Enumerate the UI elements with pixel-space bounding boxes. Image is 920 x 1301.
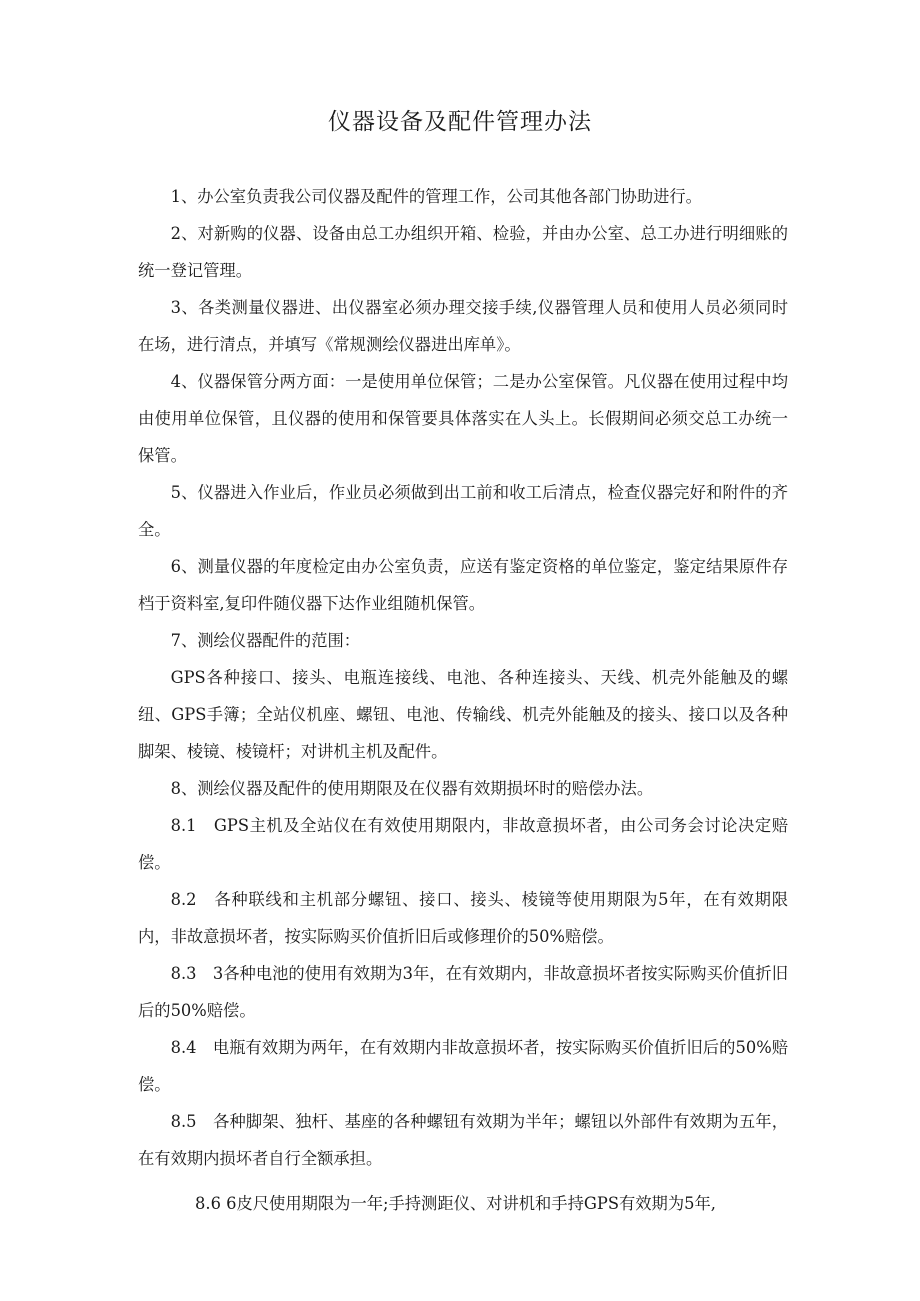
paragraph-4: 4、仪器保管分两方面：一是使用单位保管；二是办公室保管。凡仪器在使用过程中均由使用单位保管，且仪器的使用和保管要具体落实在人头上。长假期间必须交总工办统一保管。 — [138, 372, 788, 465]
paragraph-7: 7、测绘仪器配件的范围： — [170, 631, 361, 650]
paragraph-2: 2、对新购的仪器、设备由总工办组织开箱、检验，并由办公室、总工办进行明细账的统一登记管理。 — [138, 224, 788, 280]
paragraph-8: 8、测绘仪器及配件的使用期限及在仪器有效期损坏时的赔偿办法。 — [170, 779, 654, 798]
paragraph-8-4: 8.4 电瓶有效期为两年，在有效期内非故意损坏者，按实际购买价值折旧后的50%赔偿。 — [138, 1038, 788, 1094]
paragraph-8-6: 8.6 6皮尺使用期限为一年;手持测距仪、对讲机和手持GPS有效期为5年, — [195, 1194, 716, 1213]
document-title: 仪器设备及配件管理办法 — [328, 109, 592, 135]
paragraph-6: 6、测量仪器的年度检定由办公室负责，应送有鉴定资格的单位鉴定，鉴定结果原件存档于资料室,复印件随仪器下达作业组随机保管。 — [138, 557, 788, 613]
paragraph-8-3: 8.3 3各种电池的使用有效期为3年，在有效期内，非故意损坏者按实际购买价值折旧后的50%赔偿。 — [138, 964, 788, 1020]
paragraph-8-5: 8.5 各种脚架、独杆、基座的各种螺钮有效期为半年；螺钮以外部件有效期为五年，在有效期内损坏者自行全额承担。 — [138, 1112, 788, 1168]
paragraph-8-1: 8.1 GPS主机及全站仪在有效使用期限内，非故意损坏者，由公司务会讨论决定赔偿。 — [138, 816, 788, 872]
document-body — [138, 178, 788, 1222]
paragraph-1: 1、办公室负责我公司仪器及配件的管理工作，公司其他各部门协助进行。 — [170, 187, 702, 206]
paragraph-5: 5、仪器进入作业后，作业员必须做到出工前和收工后清点，检查仪器完好和附件的齐全。 — [138, 483, 788, 539]
paragraph-7-accessories: GPS各种接口、接头、电瓶连接线、电池、各种连接头、天线、机壳外能触及的螺纽、GPS手簿；全站仪机座、螺钮、电池、传输线、机壳外能触及的接头、接口以及各种脚架、棱镜、棱镜杆；对讲机主机及配件。 — [138, 668, 788, 761]
paragraph-3: 3、各类测量仪器进、出仪器室必须办理交接手续,仪器管理人员和使用人员必须同时在场，进行清点，并填写《常规测绘仪器进出库单》。 — [138, 298, 788, 354]
paragraph-8-2: 8.2 各种联线和主机部分螺钮、接口、接头、棱镜等使用期限为5年，在有效期限内，非故意损坏者，按实际购买价值折旧后或修理价的50%赔偿。 — [138, 890, 788, 946]
